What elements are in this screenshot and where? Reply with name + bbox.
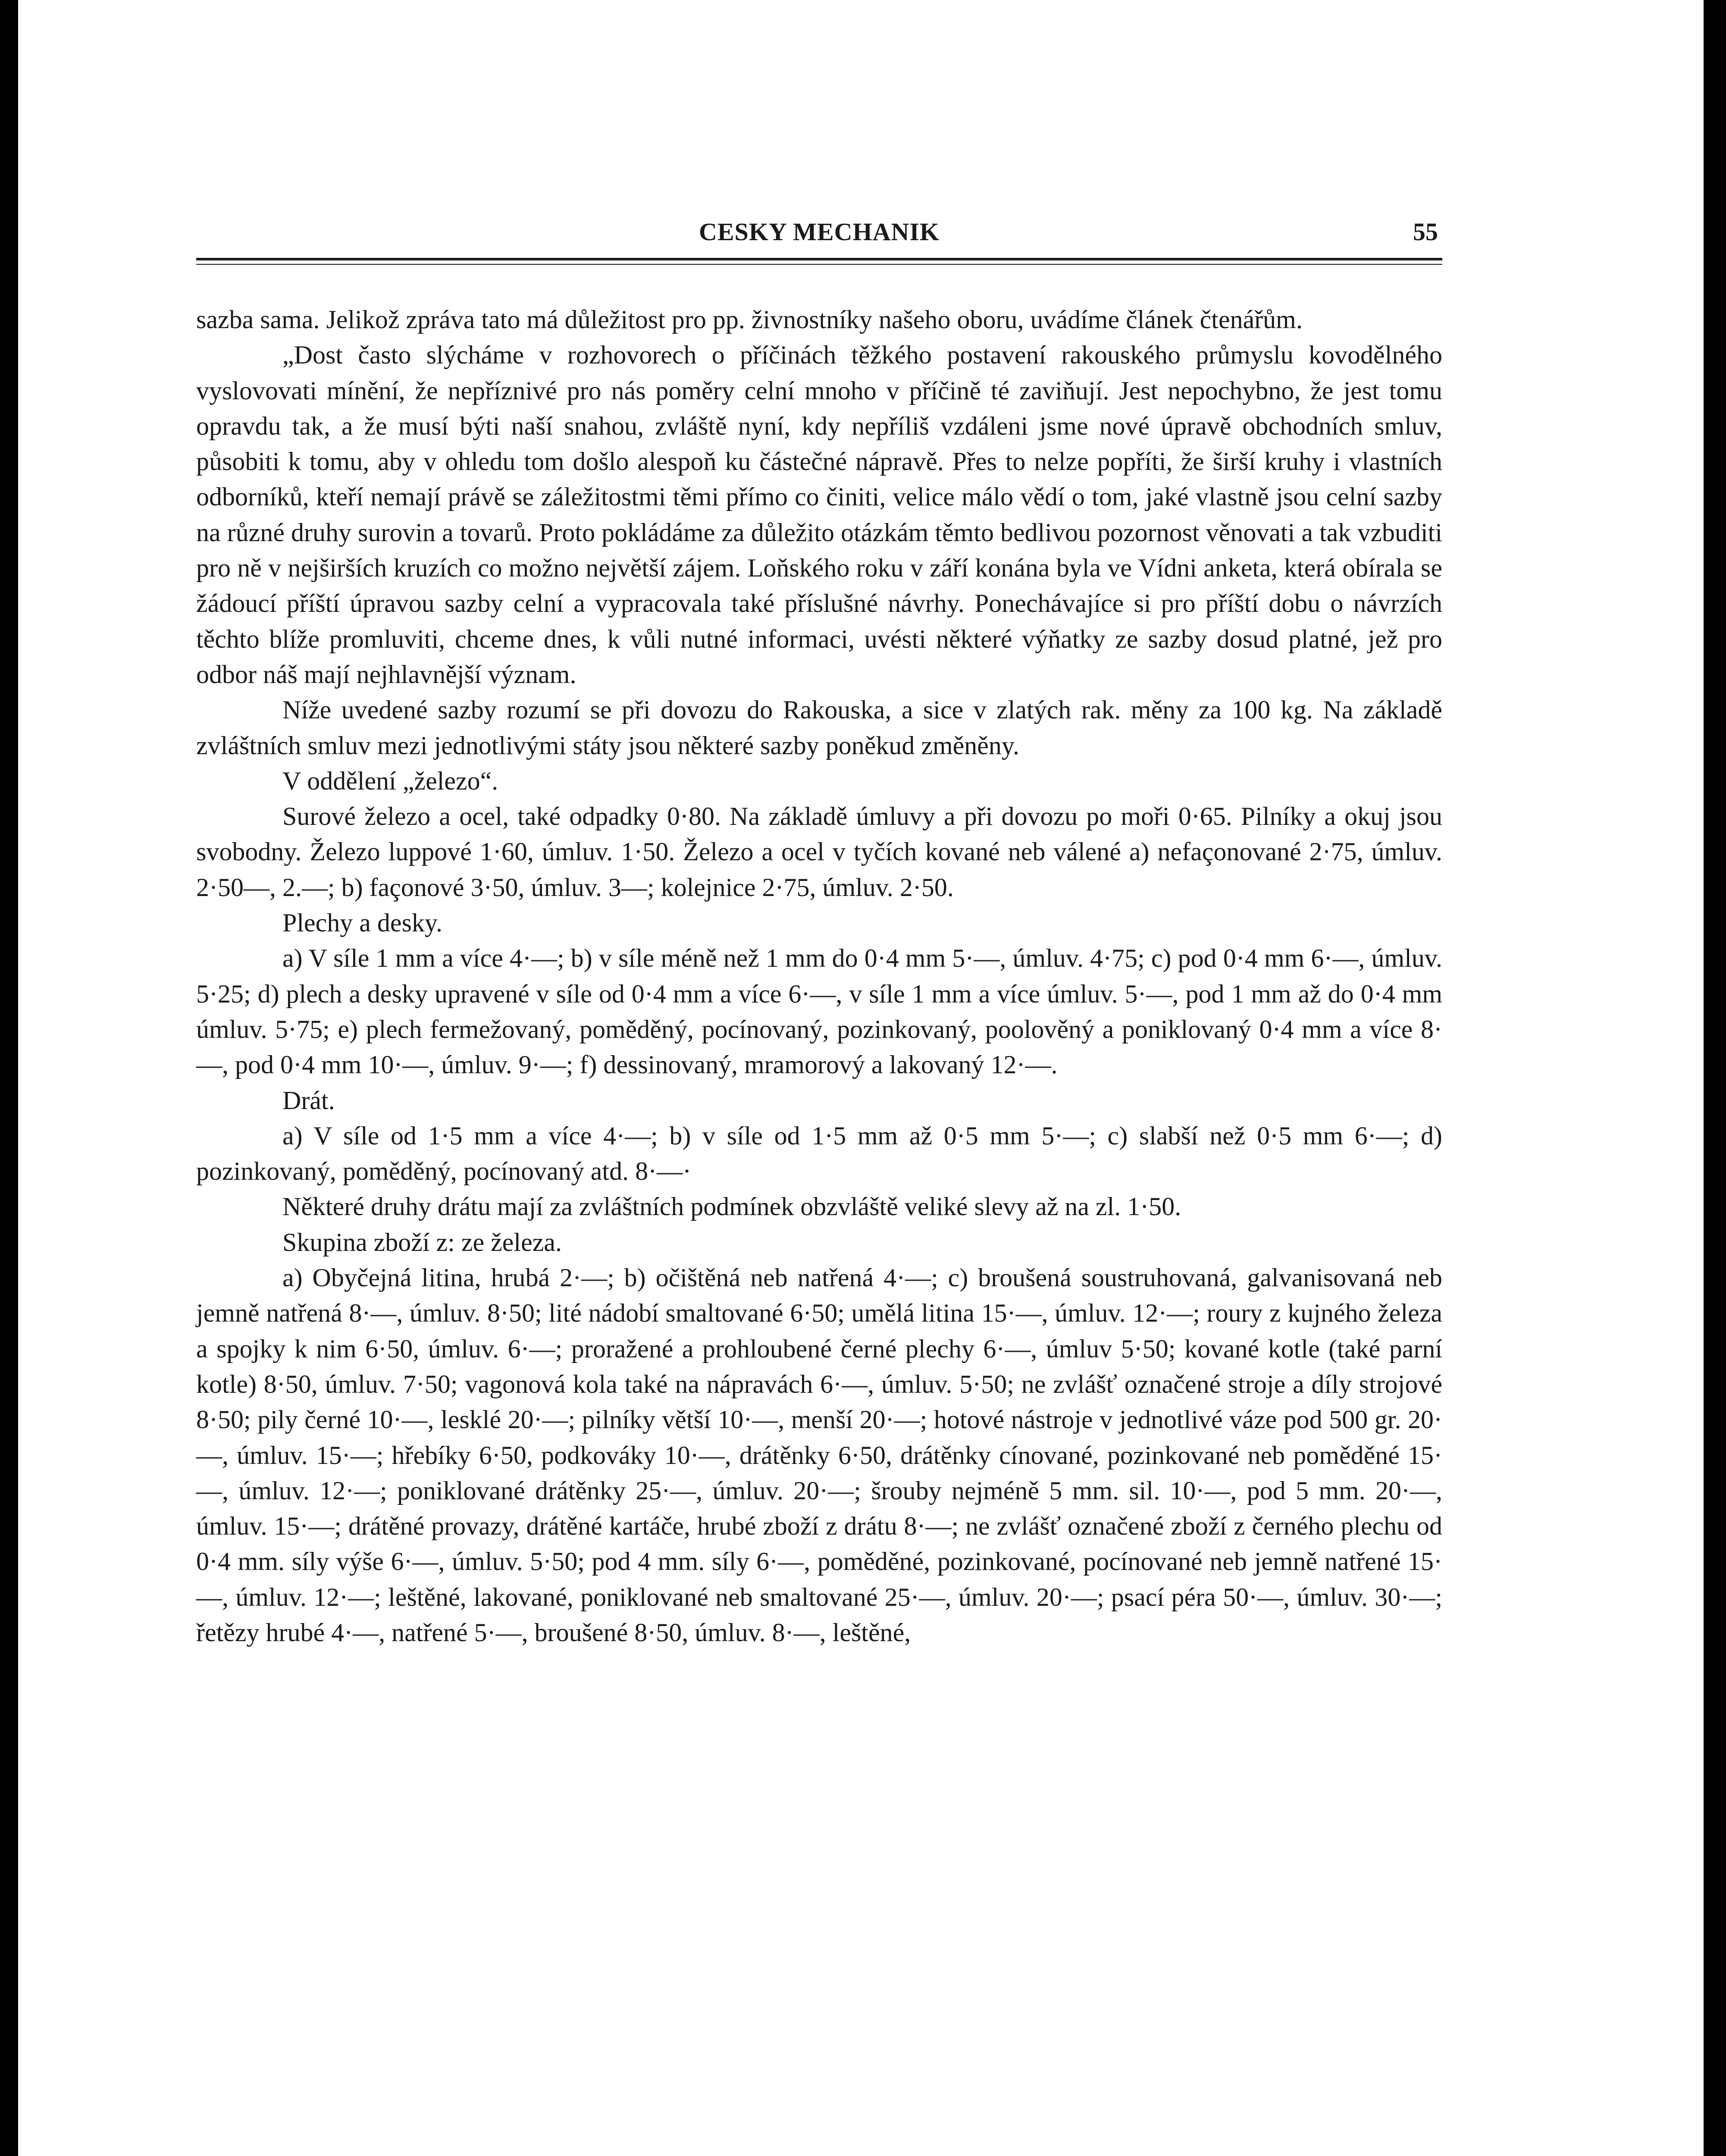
scan-edge-right [1704, 0, 1726, 2156]
section-heading-wire: Drát. [282, 1086, 335, 1115]
paragraph-quote: „Dost často slýcháme v rozhovorech o příčinách těžkého postavení rakouského průmyslu kovodělného vyslovovati mínění, že nepříznivé pro nás poměry celní mnoho v příčině té zaviňují. Jest nepochybno, že jest tomu opravdu tak, a že musí býti naší snahou, zvláště nyní, kdy nepříliš vzdáleni jsme nové úpravě obchodních smluv, působiti k tomu, aby v ohledu tom došlo alespoň ku částečné nápravě. Přes to nelze popříti, že širší kruhy i vlastních odborníků, kteří nemají právě se záležitostmi těmi přímo co činiti, velice málo vědí o tom, jaké vlastně jsou celní sazby na různé druhy surovin a tovarů. Proto pokládáme za důležito otázkám těmto bedlivou pozornost věnovati a tak vzbuditi pro ně v nejširších kruzích co možno největší zájem. Loňského roku v září konána byla ve Vídni anketa, která obírala se žádoucí příští úpravou sazby celní a vypracovala také příslušné návrhy. Ponechávajíce si pro příští dobu o návrzích těchto blíže promluviti, chceme dnes, k vůli nutné informaci, uvésti některé výňatky ze sazby dosud platné, jež pro odbor náš mají nejhlavnější význam. [196, 341, 1442, 689]
paragraph-sheets: a) V síle 1 mm a více 4·—; b) v síle méně než 1 mm do 0·4 mm 5·—, úmluv. 4·75; c) pod 0·4 mm 6·—, úmluv. 5·25; d) plech a desky upravené v síle od 0·4 mm a více 6·—, v síle 1 mm a více úmluv. 5·—, pod 1 mm až do 0·4 mm úmluv. 5·75; e) plech fermežovaný, poměděný, pocínovaný, pozinkovaný, poolověný a poniklovaný 0·4 mm a více 8·—, pod 0·4 mm 10·—, úmluv. 9·—; f) dessinovaný, mramorový a lakovaný 12·—. [196, 944, 1442, 1079]
paragraph-rates-note: Níže uvedené sazby rozumí se při dovozu do Rakouska, a sice v zlatých rak. měny za 100 kg. Na základě zvláštních smluv mezi jednotlivými státy jsou některé sazby poněkud změněny. [196, 696, 1442, 760]
scan-edge-left [0, 0, 18, 2156]
paragraph-raw-iron: Surové železo a ocel, také odpadky 0·80. Na základě úmluvy a při dovozu po moři 0·65. Pilníky a okuj jsou svobodny. Železo luppové 1·60, úmluv. 1·50. Železo a ocel v tyčích kované neb válené a) nefaçonované 2·75, úmluv. 2·50—, 2.—; b) façonové 3·50, úmluv. 3—; kolejnice 2·75, úmluv. 2·50. [196, 802, 1442, 902]
article-body [196, 302, 1442, 1650]
section-heading-sheets: Plechy a desky. [282, 909, 443, 937]
paragraph-iron-goods: a) Obyčejná litina, hrubá 2·—; b) očištěná neb natřená 4·—; c) broušená soustruhovaná, galvanisovaná neb jemně natřená 8·—, úmluv. 8·50; lité nádobí smaltované 6·50; umělá litina 15·—, úmluv. 12·—; roury z kujného železa a spojky k nim 6·50, úmluv. 6·—; proražené a prohloubené černé plechy 6·—, úmluv 5·50; kované kotle (také parní kotle) 8·50, úmluv. 7·50; vagonová kola také na nápravách 6·—, úmluv. 5·50; ne zvlášť označené stroje a díly strojové 8·50; pily černé 10·—, lesklé 20·—; pilníky větší 10·—, menší 20·—; hotové nástroje v jednotlivé váze pod 500 gr. 20·—, úmluv. 15·—; hřebíky 6·50, podkováky 10·—, drátěnky 6·50, drátěnky cínované, pozinkované neb poměděné 15·—, úmluv. 12·—; poniklované drátěnky 25·—, úmluv. 20·—; šrouby nejméně 5 mm. sil. 10·—, pod 5 mm. 20·—, úmluv. 15·—; drátěné provazy, drátěné kartáče, hrubé zboží z drátu 8·—; ne zvlášť označené zboží z černého plechu od 0·4 mm. síly výše 6·—, úmluv. 5·50; pod 4 mm. síly 6·—, poměděné, pozinkované, pocínované neb jemně natřené 15·—, úmluv. 12·—; leštěné, lakované, poniklované neb smaltované 25·—, úmluv. 20·—; psací péra 50·—, úmluv. 30·—; řetězy hrubé 4·—, natřené 5·—, broušené 8·50, úmluv. 8·—, leštěné, [196, 1263, 1442, 1647]
header-rule-thick [196, 258, 1442, 260]
paragraph-wire-discounts: Některé druhy drátu mají za zvláštních podmínek obzvláště veliké slevy až na zl. 1·50. [282, 1192, 1181, 1221]
paragraph-intro: sazba sama. Jelikož zpráva tato má důležitost pro pp. živnostníky našeho oboru, uvádíme článek čtenářům. [196, 305, 1303, 334]
page-header [196, 215, 1442, 254]
header-rule-thin [196, 264, 1442, 265]
section-heading-iron-goods: Skupina zboží z: ze železa. [282, 1228, 562, 1257]
paragraph-wire: a) V síle od 1·5 mm a více 4·—; b) v síle od 1·5 mm až 0·5 mm 5·—; c) slabší než 0·5 mm 6·—; d) pozinkovaný, poměděný, pocínovaný atd. 8·—· [196, 1121, 1442, 1186]
running-title: CESKY MECHANIK [699, 218, 940, 246]
section-heading-iron: V oddělení „železo“. [282, 766, 498, 795]
page-number: 55 [1413, 218, 1438, 246]
